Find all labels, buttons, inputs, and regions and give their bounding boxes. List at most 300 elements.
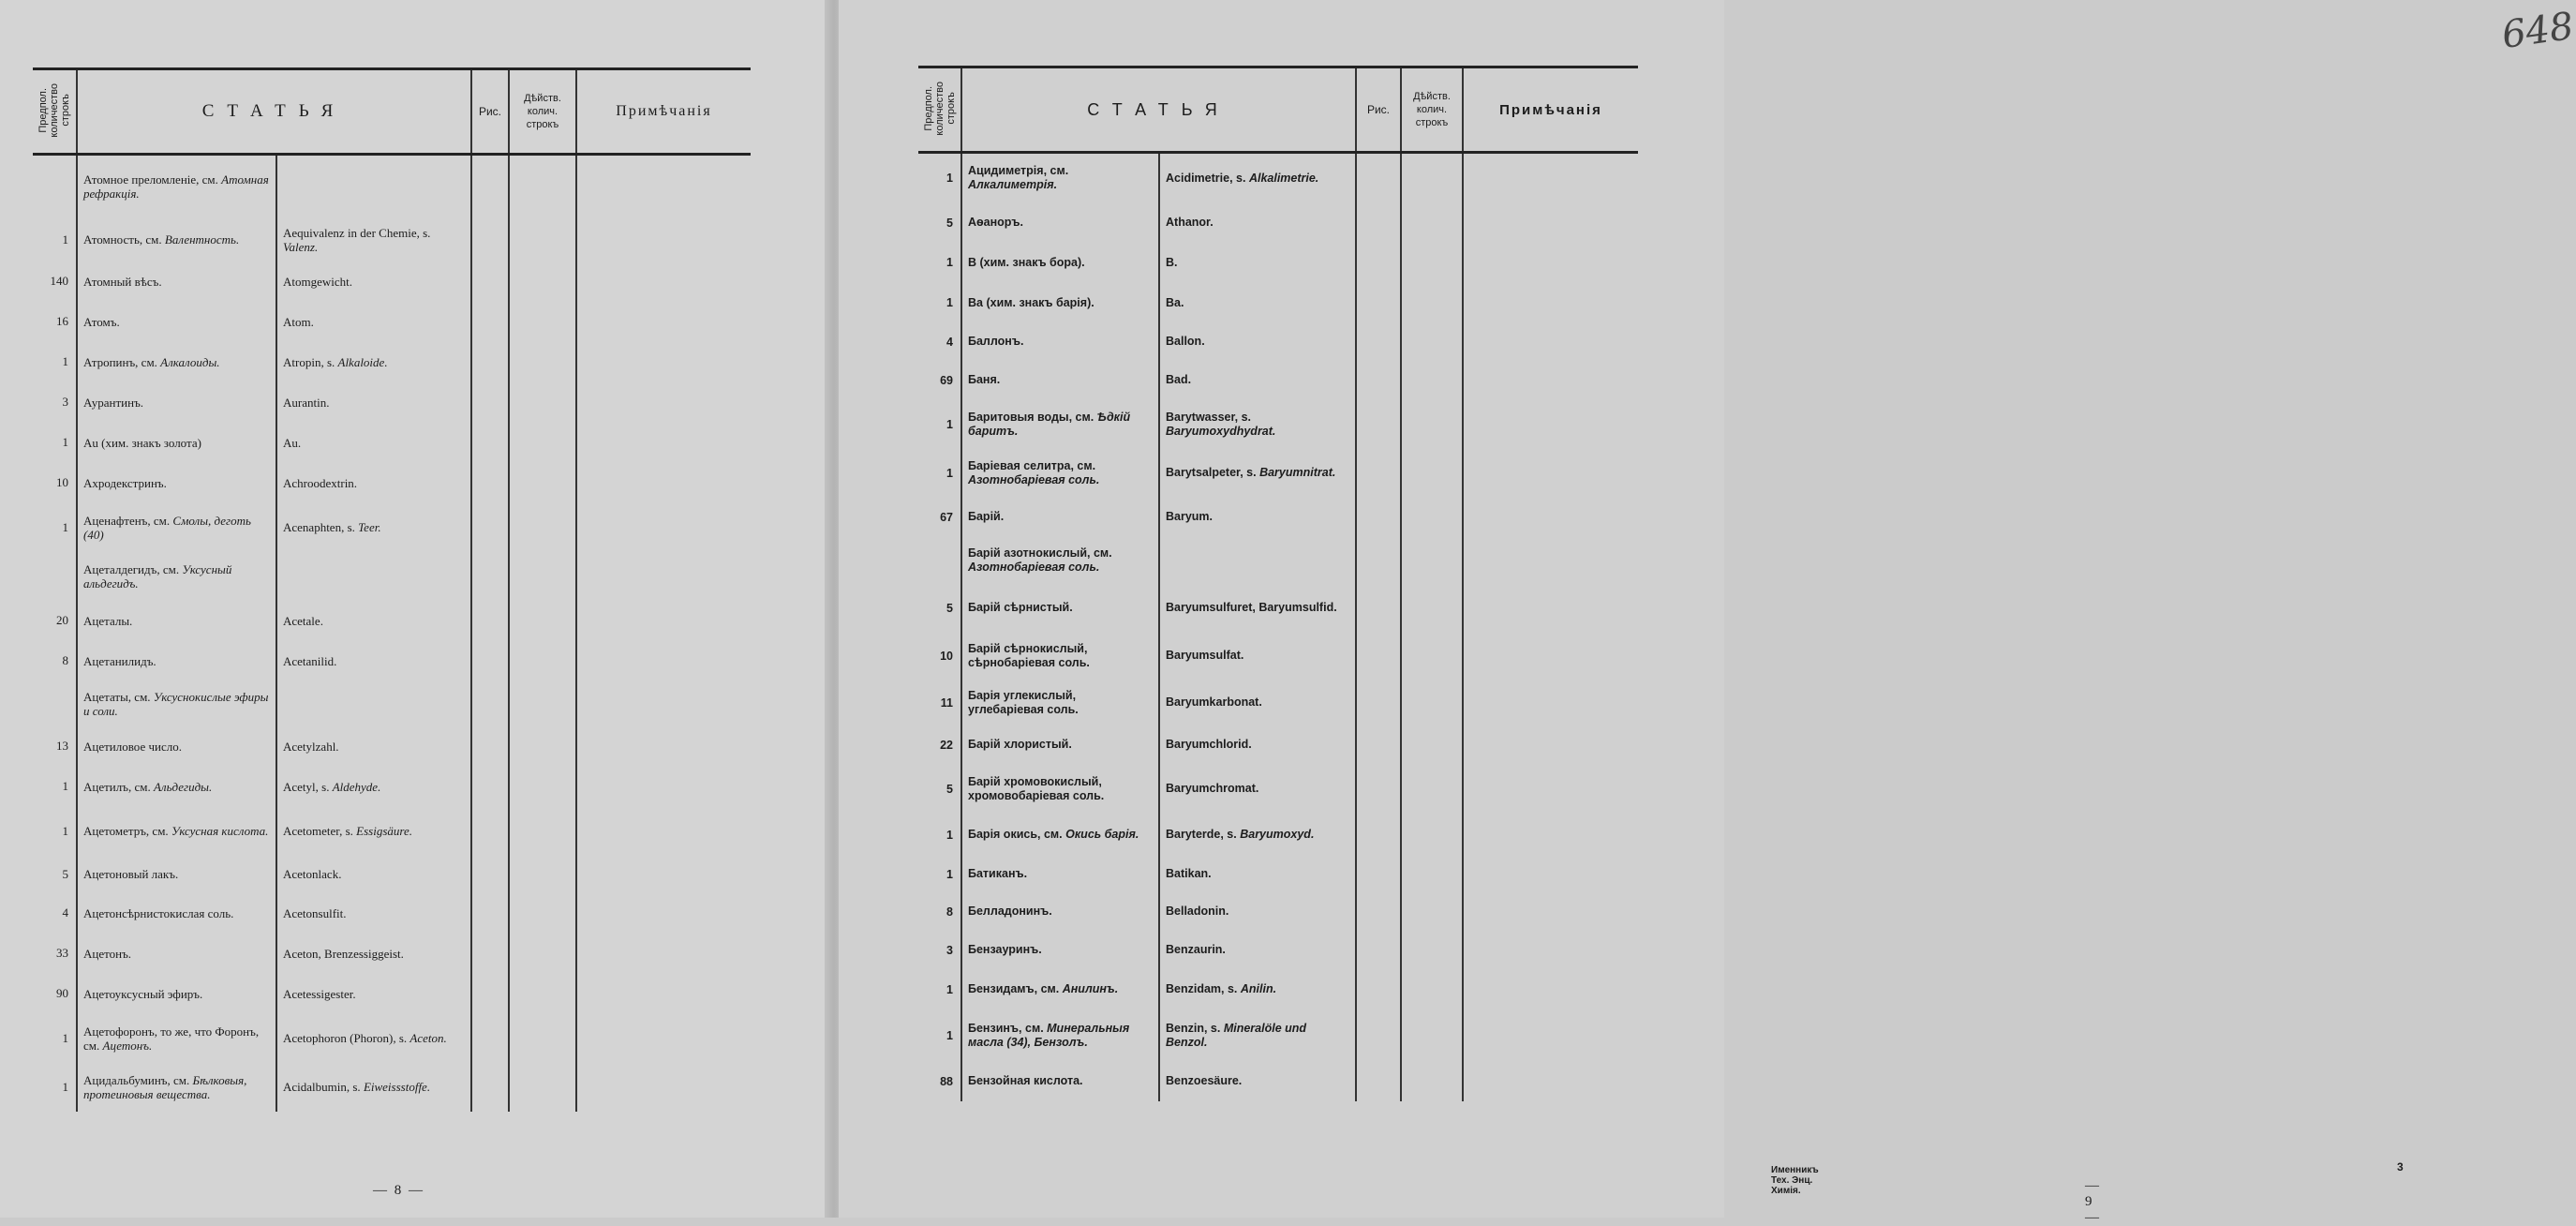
article-ru-text: Баритовыя воды, см.: [968, 410, 1097, 424]
row-article-de: [1159, 203, 1356, 243]
table-row: [918, 633, 1638, 680]
article-de-text: Atomgewicht.: [283, 274, 353, 289]
row-article-ru: [77, 503, 276, 552]
row-notes: [576, 807, 751, 856]
row-notes: [1463, 1009, 1638, 1062]
table-row: [918, 726, 1638, 764]
row-figures: [471, 552, 509, 601]
row-article-ru: [961, 815, 1159, 856]
article-de-reference: Baryumoxydhydrat.: [1166, 424, 1276, 438]
row-quantity: 13: [56, 739, 68, 753]
qty-header: [918, 67, 961, 153]
row-article-ru: [77, 155, 276, 218]
row-notes: [576, 893, 751, 934]
article-ru-reference: Ацетонъ.: [102, 1038, 153, 1053]
row-notes: [576, 726, 751, 767]
row-actual-lines: [509, 302, 576, 342]
row-actual-lines: [1401, 283, 1463, 323]
row-quantity: 1: [946, 1028, 953, 1042]
article-ru-text: Атомность, см.: [83, 232, 165, 247]
article-ru-text: Атомъ.: [83, 314, 120, 329]
row-quantity: 5: [62, 866, 68, 881]
row-article-ru: [77, 856, 276, 893]
row-actual-lines: [1401, 970, 1463, 1009]
row-article-de: [1159, 726, 1356, 764]
row-actual-lines: [509, 641, 576, 681]
article-de-text: Acidalbumin, s.: [283, 1080, 364, 1094]
row-article-de: [276, 302, 471, 342]
row-figures: [1356, 537, 1401, 584]
page-number-right: — 9 —: [2085, 1178, 2101, 1225]
article-ru-text: Ацетоуксусный эфиръ.: [83, 986, 203, 1001]
row-figures: [471, 893, 509, 934]
article-de-text: Acetometer, s.: [283, 824, 357, 838]
table-row: [33, 767, 751, 807]
row-notes: [1463, 323, 1638, 361]
row-article-de: [1159, 1062, 1356, 1101]
table-row: [33, 155, 751, 218]
row-article-de: [276, 552, 471, 601]
article-de-text: Acetonlack.: [283, 867, 342, 881]
row-quantity: 1: [62, 779, 68, 793]
row-quantity: 1: [946, 172, 953, 186]
article-ru-text: Барій.: [968, 510, 1005, 523]
row-quantity: 88: [940, 1074, 953, 1088]
table-row: [33, 726, 751, 767]
row-actual-lines: [509, 262, 576, 302]
article-de-reference: Baryumnitrat.: [1259, 466, 1336, 479]
row-quantity: 10: [940, 649, 953, 663]
article-ru-text: Баллонъ.: [968, 335, 1024, 348]
row-quantity: 1: [62, 435, 68, 449]
row-figures: [471, 601, 509, 641]
row-notes: [576, 1063, 751, 1112]
row-quantity: 1: [946, 867, 953, 881]
article-ru-reference: Уксусный альдегидъ.: [83, 561, 232, 591]
row-article-ru: [77, 641, 276, 681]
fig-header: Рис.: [471, 69, 509, 155]
row-quantity: 22: [940, 738, 953, 752]
table-row: [918, 856, 1638, 893]
row-notes: [1463, 764, 1638, 815]
table-row: [33, 934, 751, 974]
article-ru-text: Аѳаноръ.: [968, 216, 1024, 229]
row-article-ru: [961, 764, 1159, 815]
row-figures: [1356, 856, 1401, 893]
row-actual-lines: [509, 767, 576, 807]
actual-lines-header: Дѣйств. колич. строкъ: [1401, 67, 1463, 153]
table-row: [33, 423, 751, 463]
table-row: [918, 400, 1638, 449]
article-de-text: Atropin, s.: [283, 354, 338, 369]
row-quantity: 1: [62, 823, 68, 838]
row-quantity: 4: [62, 905, 68, 920]
row-figures: [471, 218, 509, 262]
row-actual-lines: [1401, 361, 1463, 400]
row-actual-lines: [509, 856, 576, 893]
row-article-de: [1159, 1009, 1356, 1062]
row-article-ru: [77, 601, 276, 641]
article-ru-text: Атропинъ, см.: [83, 354, 161, 369]
row-quantity: 1: [946, 466, 953, 480]
row-notes: [576, 681, 751, 726]
row-figures: [1356, 400, 1401, 449]
row-article-ru: [961, 498, 1159, 537]
table-row: [918, 203, 1638, 243]
row-figures: [1356, 1062, 1401, 1101]
table-row: [918, 1009, 1638, 1062]
row-actual-lines: [1401, 680, 1463, 726]
row-figures: [1356, 633, 1401, 680]
row-article-de: [1159, 970, 1356, 1009]
right-header-row: [918, 67, 1638, 153]
row-figures: [471, 807, 509, 856]
row-actual-lines: [509, 218, 576, 262]
row-figures: [1356, 764, 1401, 815]
row-quantity: 5: [946, 216, 953, 230]
row-figures: [1356, 680, 1401, 726]
row-notes: [1463, 680, 1638, 726]
row-actual-lines: [1401, 400, 1463, 449]
row-figures: [471, 974, 509, 1014]
row-article-ru: [961, 680, 1159, 726]
page-number-left: — 8 —: [373, 1183, 424, 1198]
table-row: [33, 681, 751, 726]
article-ru-text: Бензидамъ, см.: [968, 982, 1063, 995]
row-article-ru: [961, 537, 1159, 584]
article-ru-text: Ацидиметрія, см.: [968, 164, 1069, 178]
row-notes: [576, 767, 751, 807]
article-ru-text: Ацетофоронъ, то же, что Форонъ, см.: [83, 1024, 260, 1053]
article-ru-text: Ахродекстринъ.: [83, 475, 167, 490]
article-ru-text: Ацеталдегидъ, см.: [83, 561, 183, 576]
article-ru-text: Барія углекислый, углебаріевая соль.: [968, 688, 1079, 716]
article-ru-text: Бензинъ, см.: [968, 1021, 1048, 1035]
row-quantity: 3: [946, 943, 953, 957]
row-quantity: [33, 681, 77, 726]
row-figures: [1356, 931, 1401, 970]
table-row: [918, 449, 1638, 498]
table-row: [33, 302, 751, 342]
article-ru-text: Барій азотнокислый, см.: [968, 546, 1112, 560]
row-article-ru: [77, 218, 276, 262]
row-figures: [471, 382, 509, 423]
row-article-ru: [961, 584, 1159, 633]
table-row: [33, 503, 751, 552]
article-de-text: Ba.: [1166, 295, 1184, 309]
article-de-text: Baryumsulfat.: [1166, 649, 1244, 662]
row-article-de: [1159, 680, 1356, 726]
article-de-text: Barytsalpeter, s.: [1166, 466, 1260, 479]
article-de-text: Acetyl, s.: [283, 779, 333, 794]
article-ru-reference: Азотнобаріевая соль.: [968, 472, 1100, 486]
article-ru-text: Баріевая селитра, см.: [968, 458, 1096, 472]
row-figures: [1356, 815, 1401, 856]
row-actual-lines: [509, 726, 576, 767]
row-quantity: 1: [946, 417, 953, 431]
article-de-text: Benzidam, s.: [1166, 982, 1241, 995]
article-de-text: Benzoesäure.: [1166, 1074, 1243, 1087]
article-de-reference: Aceton.: [409, 1031, 447, 1045]
row-article-de: [1159, 323, 1356, 361]
article-de-text: Acetophoron (Phoron), s.: [283, 1031, 410, 1045]
row-actual-lines: [509, 463, 576, 503]
row-quantity: 1: [62, 1079, 68, 1094]
row-article-de: [1159, 764, 1356, 815]
article-de-text: Baryumsulfuret, Baryumsulfid.: [1166, 601, 1337, 614]
row-article-de: [1159, 449, 1356, 498]
row-actual-lines: [1401, 931, 1463, 970]
right-ledger-table: [918, 66, 1638, 1101]
table-row: [918, 323, 1638, 361]
row-actual-lines: [509, 155, 576, 218]
row-article-de: [1159, 537, 1356, 584]
row-figures: [471, 1014, 509, 1063]
row-article-ru: [961, 931, 1159, 970]
left-header-row: [33, 69, 751, 155]
notes-header: Примѣчанія: [576, 69, 751, 155]
row-article-de: [276, 934, 471, 974]
row-notes: [1463, 726, 1638, 764]
row-actual-lines: [509, 974, 576, 1014]
article-ru-text: Барій сѣрнистый.: [968, 601, 1073, 614]
row-notes: [1463, 243, 1638, 283]
table-row: [918, 680, 1638, 726]
row-quantity: 69: [940, 373, 953, 387]
article-ru-reference: Алкалиметрія.: [968, 178, 1058, 192]
table-row: [918, 283, 1638, 323]
left-ledger-table: [33, 67, 751, 1112]
article-de-text: Acenaphten, s.: [283, 520, 359, 534]
row-notes: [576, 463, 751, 503]
row-notes: [576, 423, 751, 463]
table-row: [33, 1014, 751, 1063]
row-article-de: [276, 262, 471, 302]
row-actual-lines: [1401, 584, 1463, 633]
row-actual-lines: [1401, 203, 1463, 243]
row-article-de: [1159, 931, 1356, 970]
row-figures: [1356, 893, 1401, 931]
table-row: [918, 970, 1638, 1009]
table-row: [918, 584, 1638, 633]
qty-header: [33, 69, 77, 155]
row-actual-lines: [509, 382, 576, 423]
row-notes: [1463, 153, 1638, 203]
article-de-text: Baryum.: [1166, 510, 1214, 523]
article-ru-text: Ацетометръ, см.: [83, 824, 171, 838]
row-figures: [471, 641, 509, 681]
row-article-de: [276, 641, 471, 681]
table-row: [918, 931, 1638, 970]
row-figures: [1356, 243, 1401, 283]
row-article-ru: [77, 974, 276, 1014]
article-ru-reference: Валентность.: [164, 232, 240, 247]
article-de-reference: Mineralöle und Benzol.: [1166, 1021, 1307, 1049]
article-de-reference: Baryumoxyd.: [1240, 828, 1315, 841]
row-notes: [1463, 400, 1638, 449]
row-notes: [576, 302, 751, 342]
table-row: [33, 382, 751, 423]
row-quantity: 8: [62, 653, 68, 667]
article-de-text: B.: [1166, 255, 1178, 269]
row-actual-lines: [509, 934, 576, 974]
qty-header-label: Предпол. количество строкъ: [37, 82, 71, 138]
article-de-reference: Essigsäure.: [356, 824, 412, 838]
article-ru-text: Ba (хим. знакъ барія).: [968, 295, 1094, 309]
row-actual-lines: [1401, 815, 1463, 856]
row-article-de: [276, 155, 471, 218]
notes-header: Примѣчанія: [1463, 67, 1638, 153]
table-row: [33, 601, 751, 641]
row-quantity: 20: [56, 613, 68, 627]
article-de-text: Au.: [283, 435, 302, 450]
row-actual-lines: [509, 681, 576, 726]
row-article-de: [1159, 893, 1356, 931]
article-de-text: Acetessigester.: [283, 986, 356, 1001]
row-notes: [576, 856, 751, 893]
article-ru-text: Ацеталы.: [83, 613, 133, 628]
row-notes: [576, 1014, 751, 1063]
row-notes: [1463, 498, 1638, 537]
article-ru-reference: Альдегиды.: [153, 779, 213, 794]
row-notes: [576, 155, 751, 218]
article-de-reference: Valenz.: [283, 239, 319, 254]
row-figures: [471, 342, 509, 382]
row-figures: [1356, 1009, 1401, 1062]
row-article-de: [276, 856, 471, 893]
row-article-ru: [77, 382, 276, 423]
row-notes: [1463, 633, 1638, 680]
row-figures: [1356, 498, 1401, 537]
row-article-de: [1159, 856, 1356, 893]
row-actual-lines: [509, 552, 576, 601]
table-row: [33, 974, 751, 1014]
row-figures: [1356, 449, 1401, 498]
row-article-de: [276, 893, 471, 934]
row-notes: [1463, 856, 1638, 893]
row-notes: [1463, 203, 1638, 243]
article-ru-text: B (хим. знакъ бора).: [968, 255, 1085, 269]
row-notes: [1463, 283, 1638, 323]
row-article-de: [276, 503, 471, 552]
row-quantity: [33, 552, 77, 601]
article-de-text: Barytwasser, s.: [1166, 410, 1252, 424]
article-ru-text: Атомный вѣсъ.: [83, 274, 162, 289]
article-ru-reference: Минеральныя масла (34), Бензолъ.: [968, 1021, 1130, 1049]
row-article-ru: [961, 726, 1159, 764]
article-de-text: Belladonin.: [1166, 905, 1229, 918]
table-row: [33, 856, 751, 893]
row-notes: [576, 218, 751, 262]
article-ru-reference: Атомная рефракція.: [83, 172, 269, 202]
row-article-ru: [961, 893, 1159, 931]
row-article-ru: [77, 423, 276, 463]
article-de-text: Benzin, s.: [1166, 1021, 1224, 1035]
row-article-de: [276, 463, 471, 503]
article-ru-reference: Бѣлковыя, протеиновыя вещества.: [83, 1072, 247, 1101]
row-quantity: 1: [946, 256, 953, 269]
table-row: [33, 1063, 751, 1112]
article-ru-text: Батиканъ.: [968, 867, 1028, 880]
table-row: [33, 262, 751, 302]
article-de-reference: Anilin.: [1240, 982, 1277, 995]
row-actual-lines: [509, 1063, 576, 1112]
table-row: [918, 243, 1638, 283]
row-actual-lines: [1401, 856, 1463, 893]
row-article-ru: [77, 807, 276, 856]
article-de-text: Baryumkarbonat.: [1166, 695, 1262, 709]
table-row: [918, 1062, 1638, 1101]
row-article-de: [1159, 815, 1356, 856]
article-ru-reference: Уксусная кислота.: [171, 824, 269, 838]
row-article-de: [276, 767, 471, 807]
fig-header: Рис.: [1356, 67, 1401, 153]
right-rows: [918, 153, 1638, 1101]
table-row: [33, 807, 751, 856]
article-ru-text: Ацетонсѣрнистокислая соль.: [83, 905, 234, 920]
row-quantity: 140: [50, 274, 68, 288]
row-notes: [1463, 361, 1638, 400]
row-quantity: 1: [946, 296, 953, 309]
row-notes: [576, 934, 751, 974]
row-quantity: 16: [56, 314, 68, 328]
row-figures: [1356, 153, 1401, 203]
row-actual-lines: [509, 807, 576, 856]
row-notes: [576, 974, 751, 1014]
table-row: [33, 641, 751, 681]
row-notes: [576, 503, 751, 552]
row-article-ru: [961, 243, 1159, 283]
article-de-text: Batikan.: [1166, 867, 1212, 880]
row-quantity: 67: [940, 510, 953, 524]
article-de-text: Baryumchlorid.: [1166, 738, 1252, 751]
row-article-de: [276, 382, 471, 423]
table-row: [33, 218, 751, 262]
row-quantity: 1: [62, 354, 68, 368]
row-actual-lines: [1401, 449, 1463, 498]
article-ru-text: Ацидальбуминъ, см.: [83, 1072, 193, 1087]
row-article-de: [1159, 153, 1356, 203]
row-article-de: [276, 601, 471, 641]
article-ru-text: Au (хим. знакъ золота): [83, 435, 201, 450]
table-row: [33, 342, 751, 382]
row-actual-lines: [509, 342, 576, 382]
article-ru-reference: Алкалоиды.: [160, 354, 220, 369]
table-row: [918, 537, 1638, 584]
row-article-ru: [961, 1062, 1159, 1101]
table-row: [918, 893, 1638, 931]
row-article-de: [276, 1063, 471, 1112]
row-figures: [471, 302, 509, 342]
row-article-de: [1159, 400, 1356, 449]
article-de-text: Acetonsulfit.: [283, 905, 347, 920]
article-ru-text: Барій хлористый.: [968, 738, 1072, 751]
row-article-de: [276, 726, 471, 767]
row-article-ru: [77, 302, 276, 342]
article-ru-text: Ацетилъ, см.: [83, 779, 154, 794]
article-ru-text: Аурантинъ.: [83, 395, 144, 410]
row-figures: [471, 1063, 509, 1112]
row-article-ru: [77, 934, 276, 974]
article-de-text: Aequivalenz in der Chemie, s.: [283, 225, 431, 240]
article-header: СТАТЬЯ: [961, 67, 1356, 153]
article-ru-text: Атомное преломленіе, см.: [83, 172, 222, 187]
article-ru-text: Ацетаты, см.: [83, 689, 154, 704]
article-header: СТАТЬЯ: [77, 69, 471, 155]
article-ru-reference: Окись барія.: [1065, 828, 1139, 841]
row-figures: [471, 726, 509, 767]
article-ru-reference: Анилинъ.: [1062, 982, 1119, 995]
